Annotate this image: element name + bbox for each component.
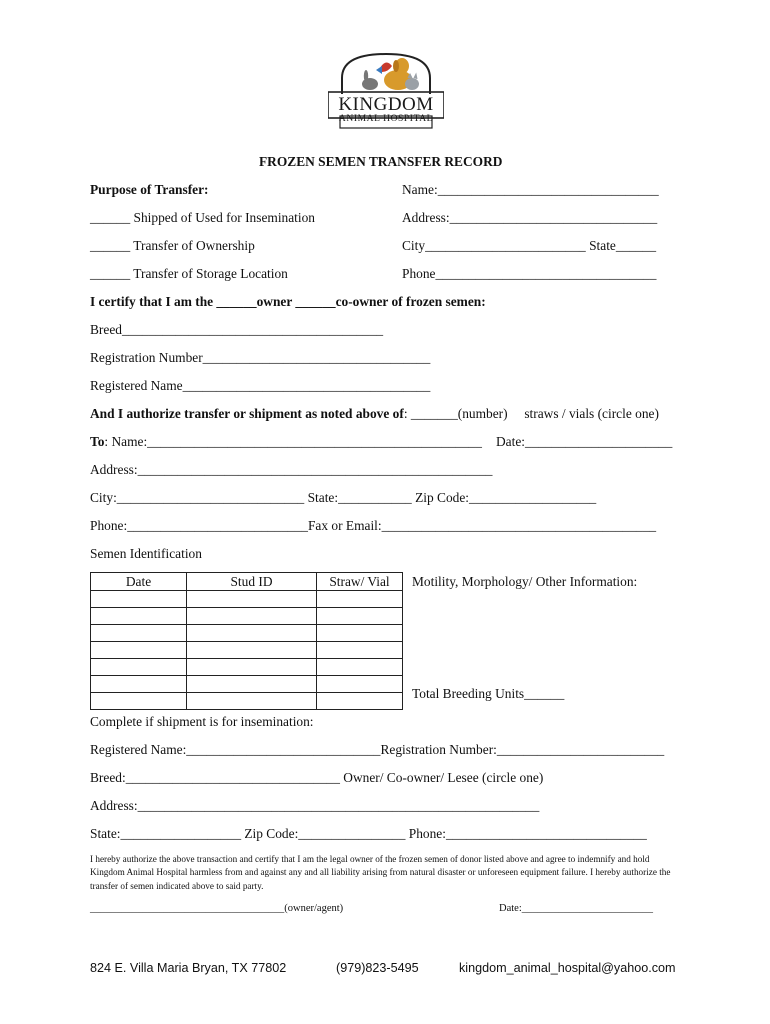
column-header-date: Date <box>91 573 187 591</box>
page-title: FROZEN SEMEN TRANSFER RECORD <box>259 154 503 169</box>
table-row[interactable] <box>91 608 403 625</box>
table-cell[interactable] <box>187 642 317 659</box>
table-cell[interactable] <box>317 693 403 710</box>
table-cell[interactable] <box>317 591 403 608</box>
table-row[interactable] <box>91 659 403 676</box>
semen-identification-heading: Semen Identification <box>90 546 202 561</box>
logo-line2: ANIMAL HOSPITAL <box>338 114 434 124</box>
table-cell[interactable] <box>317 625 403 642</box>
logo-line1: KINGDOM <box>338 94 434 115</box>
table-cell[interactable] <box>187 625 317 642</box>
signature-date-field[interactable]: Date:_________________________ <box>499 903 653 914</box>
purpose-label: Purpose of Transfer: <box>90 182 209 197</box>
purpose-option-storage[interactable]: ______ Transfer of Storage Location <box>90 266 288 281</box>
recipient-phone-fax-field[interactable]: Phone:___________________________Fax or Email:_________________________________________ <box>90 518 657 533</box>
signature-field[interactable]: _____________________________________(owner/agent) <box>90 903 344 914</box>
authorize-count-field[interactable]: : _______(number) straws / vials (circle one) <box>403 406 659 421</box>
city-state-field[interactable]: City________________________ State______ <box>402 238 657 253</box>
total-breeding-units-field[interactable]: Total Breeding Units______ <box>412 686 565 701</box>
table-cell[interactable] <box>91 676 187 693</box>
insemination-breed-owner-field[interactable]: Breed:________________________________ Owner/ Co-owner/ Lesee (circle one) <box>90 770 544 785</box>
insemination-section-heading: Complete if shipment is for insemination: <box>90 714 314 729</box>
authorize-bold: And I authorize transfer or shipment as noted above of <box>90 406 404 421</box>
table-cell[interactable] <box>91 642 187 659</box>
table-row[interactable] <box>91 676 403 693</box>
motility-info-label: Motility, Morphology/ Other Information: <box>412 574 638 589</box>
insemination-address-field[interactable]: Address:____________________________________________________________ <box>90 798 540 813</box>
registration-number-field[interactable]: Registration Number__________________________________ <box>90 350 431 365</box>
insemination-registered-name-field[interactable]: Registered Name:_____________________________Registration Number:_________________________ <box>90 742 665 757</box>
table-cell[interactable] <box>317 676 403 693</box>
address-field[interactable]: Address:_______________________________ <box>402 210 658 225</box>
to-label: To <box>90 434 105 449</box>
column-header-straw-vial: Straw/ Vial <box>317 573 403 591</box>
table-cell[interactable] <box>317 642 403 659</box>
table-row[interactable] <box>91 693 403 710</box>
table-cell[interactable] <box>187 659 317 676</box>
column-header-stud-id: Stud ID <box>187 573 317 591</box>
registered-name-field[interactable]: Registered Name_____________________________________ <box>90 378 431 393</box>
table-row[interactable] <box>91 591 403 608</box>
insemination-state-zip-phone-field[interactable]: State:__________________ Zip Code:________________ Phone:______________________________ <box>90 826 647 841</box>
table-cell[interactable] <box>187 591 317 608</box>
name-field[interactable]: Name:_________________________________ <box>402 182 659 197</box>
purpose-option-ownership[interactable]: ______ Transfer of Ownership <box>90 238 255 253</box>
to-name-field[interactable]: : Name:__________________________________________________ <box>104 434 482 449</box>
table-cell[interactable] <box>317 608 403 625</box>
to-date-field[interactable]: Date:______________________ <box>496 434 673 449</box>
table-cell[interactable] <box>187 676 317 693</box>
to-name-line <box>90 434 482 450</box>
table-row[interactable] <box>91 642 403 659</box>
table-cell[interactable] <box>91 625 187 642</box>
purpose-option-insemination[interactable]: ______ Shipped of Used for Insemination <box>90 210 316 225</box>
certify-statement: I certify that I am the ______owner ______co-owner of frozen semen: <box>90 294 486 309</box>
table-cell[interactable] <box>91 659 187 676</box>
recipient-city-state-zip-field[interactable]: City:____________________________ State:___________ Zip Code:___________________ <box>90 490 597 505</box>
recipient-address-field[interactable]: Address:_____________________________________________________ <box>90 462 493 477</box>
footer-email: kingdom_animal_hospital@yahoo.com <box>459 961 676 975</box>
footer-phone: (979)823-5495 <box>336 961 419 975</box>
table-row[interactable] <box>91 625 403 642</box>
footer-address: 824 E. Villa Maria Bryan, TX 77802 <box>90 961 287 975</box>
semen-identification-table <box>90 572 403 710</box>
authorize-line <box>90 406 659 422</box>
hospital-logo <box>328 50 444 130</box>
breed-field[interactable]: Breed_______________________________________ <box>90 322 384 337</box>
table-cell[interactable] <box>317 659 403 676</box>
table-cell[interactable] <box>187 608 317 625</box>
phone-field[interactable]: Phone_________________________________ <box>402 266 657 281</box>
table-cell[interactable] <box>187 693 317 710</box>
table-cell[interactable] <box>91 591 187 608</box>
legal-disclaimer: I hereby authorize the above transaction and certify that I am the legal owner of the frozen semen of donor listed above and agree to indemnify and hold Kingdom Animal Hospital harmless from and against any and all liability arising from natural disaster or unforeseen equipment failure. I hereby authorize the transfer of semen indicated above to said party. <box>90 854 671 891</box>
table-header-row <box>91 573 403 591</box>
table-cell[interactable] <box>91 693 187 710</box>
table-cell[interactable] <box>91 608 187 625</box>
